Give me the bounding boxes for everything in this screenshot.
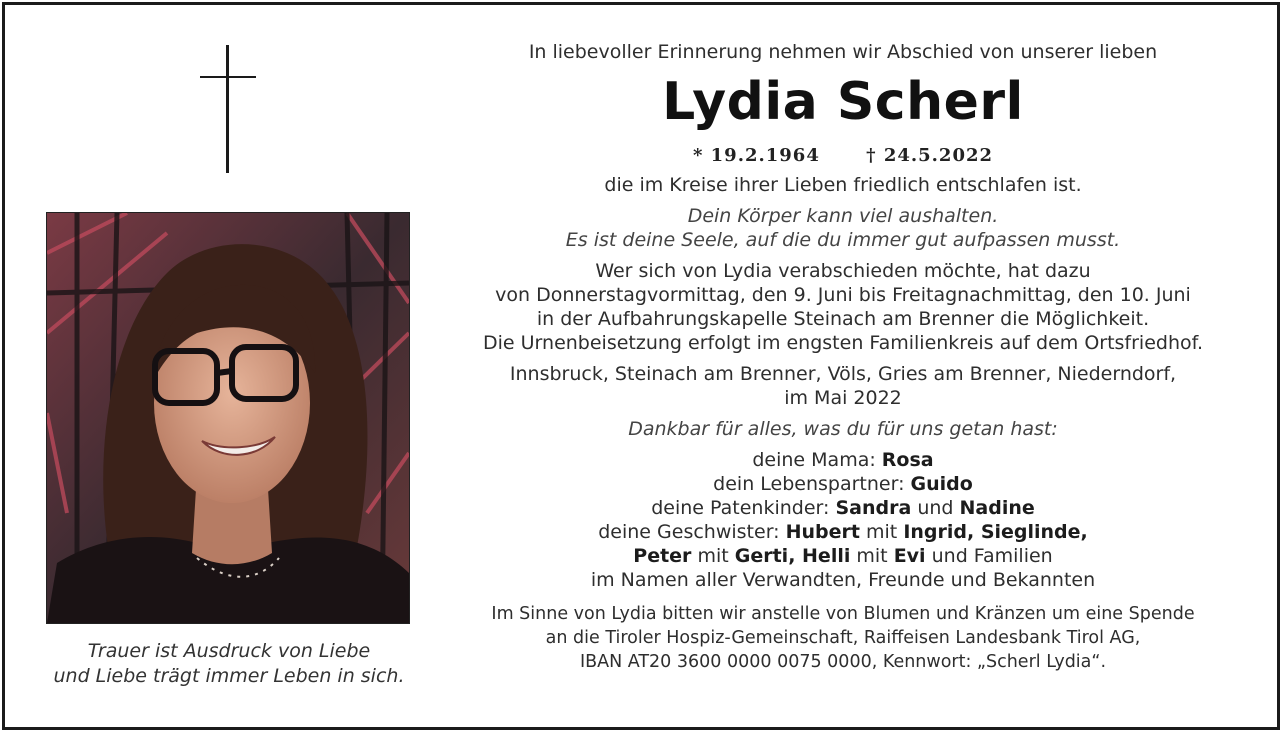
death-date: † 24.5.2022: [866, 145, 994, 166]
left-quote-line: und Liebe trägt immer Leben in sich.: [53, 665, 405, 687]
poem: [440, 204, 1246, 252]
intro-line: In liebevoller Erinnerung nehmen wir Abschied von unserer lieben: [528, 41, 1158, 63]
family-line-partner: dein Lebenspartner: Guido: [713, 473, 973, 495]
birth-date: * 19.2.1964: [692, 145, 820, 166]
passed-line: die im Kreise ihrer Lieben friedlich entschlafen ist.: [604, 174, 1082, 196]
family-line-siblings-2: Peter mit Gerti, Helli mit Evi und Familien: [633, 545, 1053, 567]
family-line-mama: deine Mama: Rosa: [752, 449, 934, 471]
life-dates: [440, 144, 1246, 168]
farewell-line: Wer sich von Lydia verabschieden möchte, hat dazu: [595, 260, 1091, 282]
place-line: Innsbruck, Steinach am Brenner, Völs, Gries am Brenner, Niederndorf,: [509, 363, 1177, 385]
farewell-line: in der Aufbahrungskapelle Steinach am Brenner die Möglichkeit.: [536, 308, 1150, 330]
donation-line: an die Tiroler Hospiz-Gemeinschaft, Raiffeisen Landesbank Tirol AG,: [545, 628, 1141, 648]
left-quote: [20, 639, 438, 689]
family-line-relatives: im Namen aller Verwandten, Freunde und Bekannten: [590, 569, 1096, 591]
place-line: im Mai 2022: [784, 387, 902, 409]
poem-line: Es ist deine Seele, auf die du immer gut aufpassen musst.: [565, 229, 1121, 251]
farewell-line: von Donnerstagvormittag, den 9. Juni bis Freitagnachmittag, den 10. Juni: [495, 284, 1191, 306]
thanks-line: Dankbar für alles, was du für uns getan hast:: [628, 418, 1058, 440]
farewell-line: Die Urnenbeisetzung erfolgt im engsten Familienkreis auf dem Ortsfriedhof.: [483, 332, 1203, 354]
family-signoff: [440, 448, 1246, 592]
farewell-info: [440, 259, 1246, 355]
obituary-text: [440, 40, 1246, 674]
donation-request: [440, 602, 1246, 674]
deceased-name: Lydia Scherl: [662, 72, 1024, 132]
donation-line: Im Sinne von Lydia bitten wir anstelle von Blumen und Kränzen um eine Spende: [491, 604, 1195, 624]
portrait-photo: [46, 212, 410, 624]
donation-line: IBAN AT20 3600 0000 0075 0000, Kennwort: „Scherl Lydia“.: [579, 652, 1107, 672]
family-line-siblings: deine Geschwister: Hubert mit Ingrid, Sieglinde,: [598, 521, 1088, 543]
left-quote-line: Trauer ist Ausdruck von Liebe: [87, 640, 371, 662]
cross-icon: [200, 45, 256, 175]
place-date: [440, 362, 1246, 410]
family-line-godchildren: deine Patenkinder: Sandra und Nadine: [651, 497, 1035, 519]
poem-line: Dein Körper kann viel aushalten.: [687, 205, 999, 227]
